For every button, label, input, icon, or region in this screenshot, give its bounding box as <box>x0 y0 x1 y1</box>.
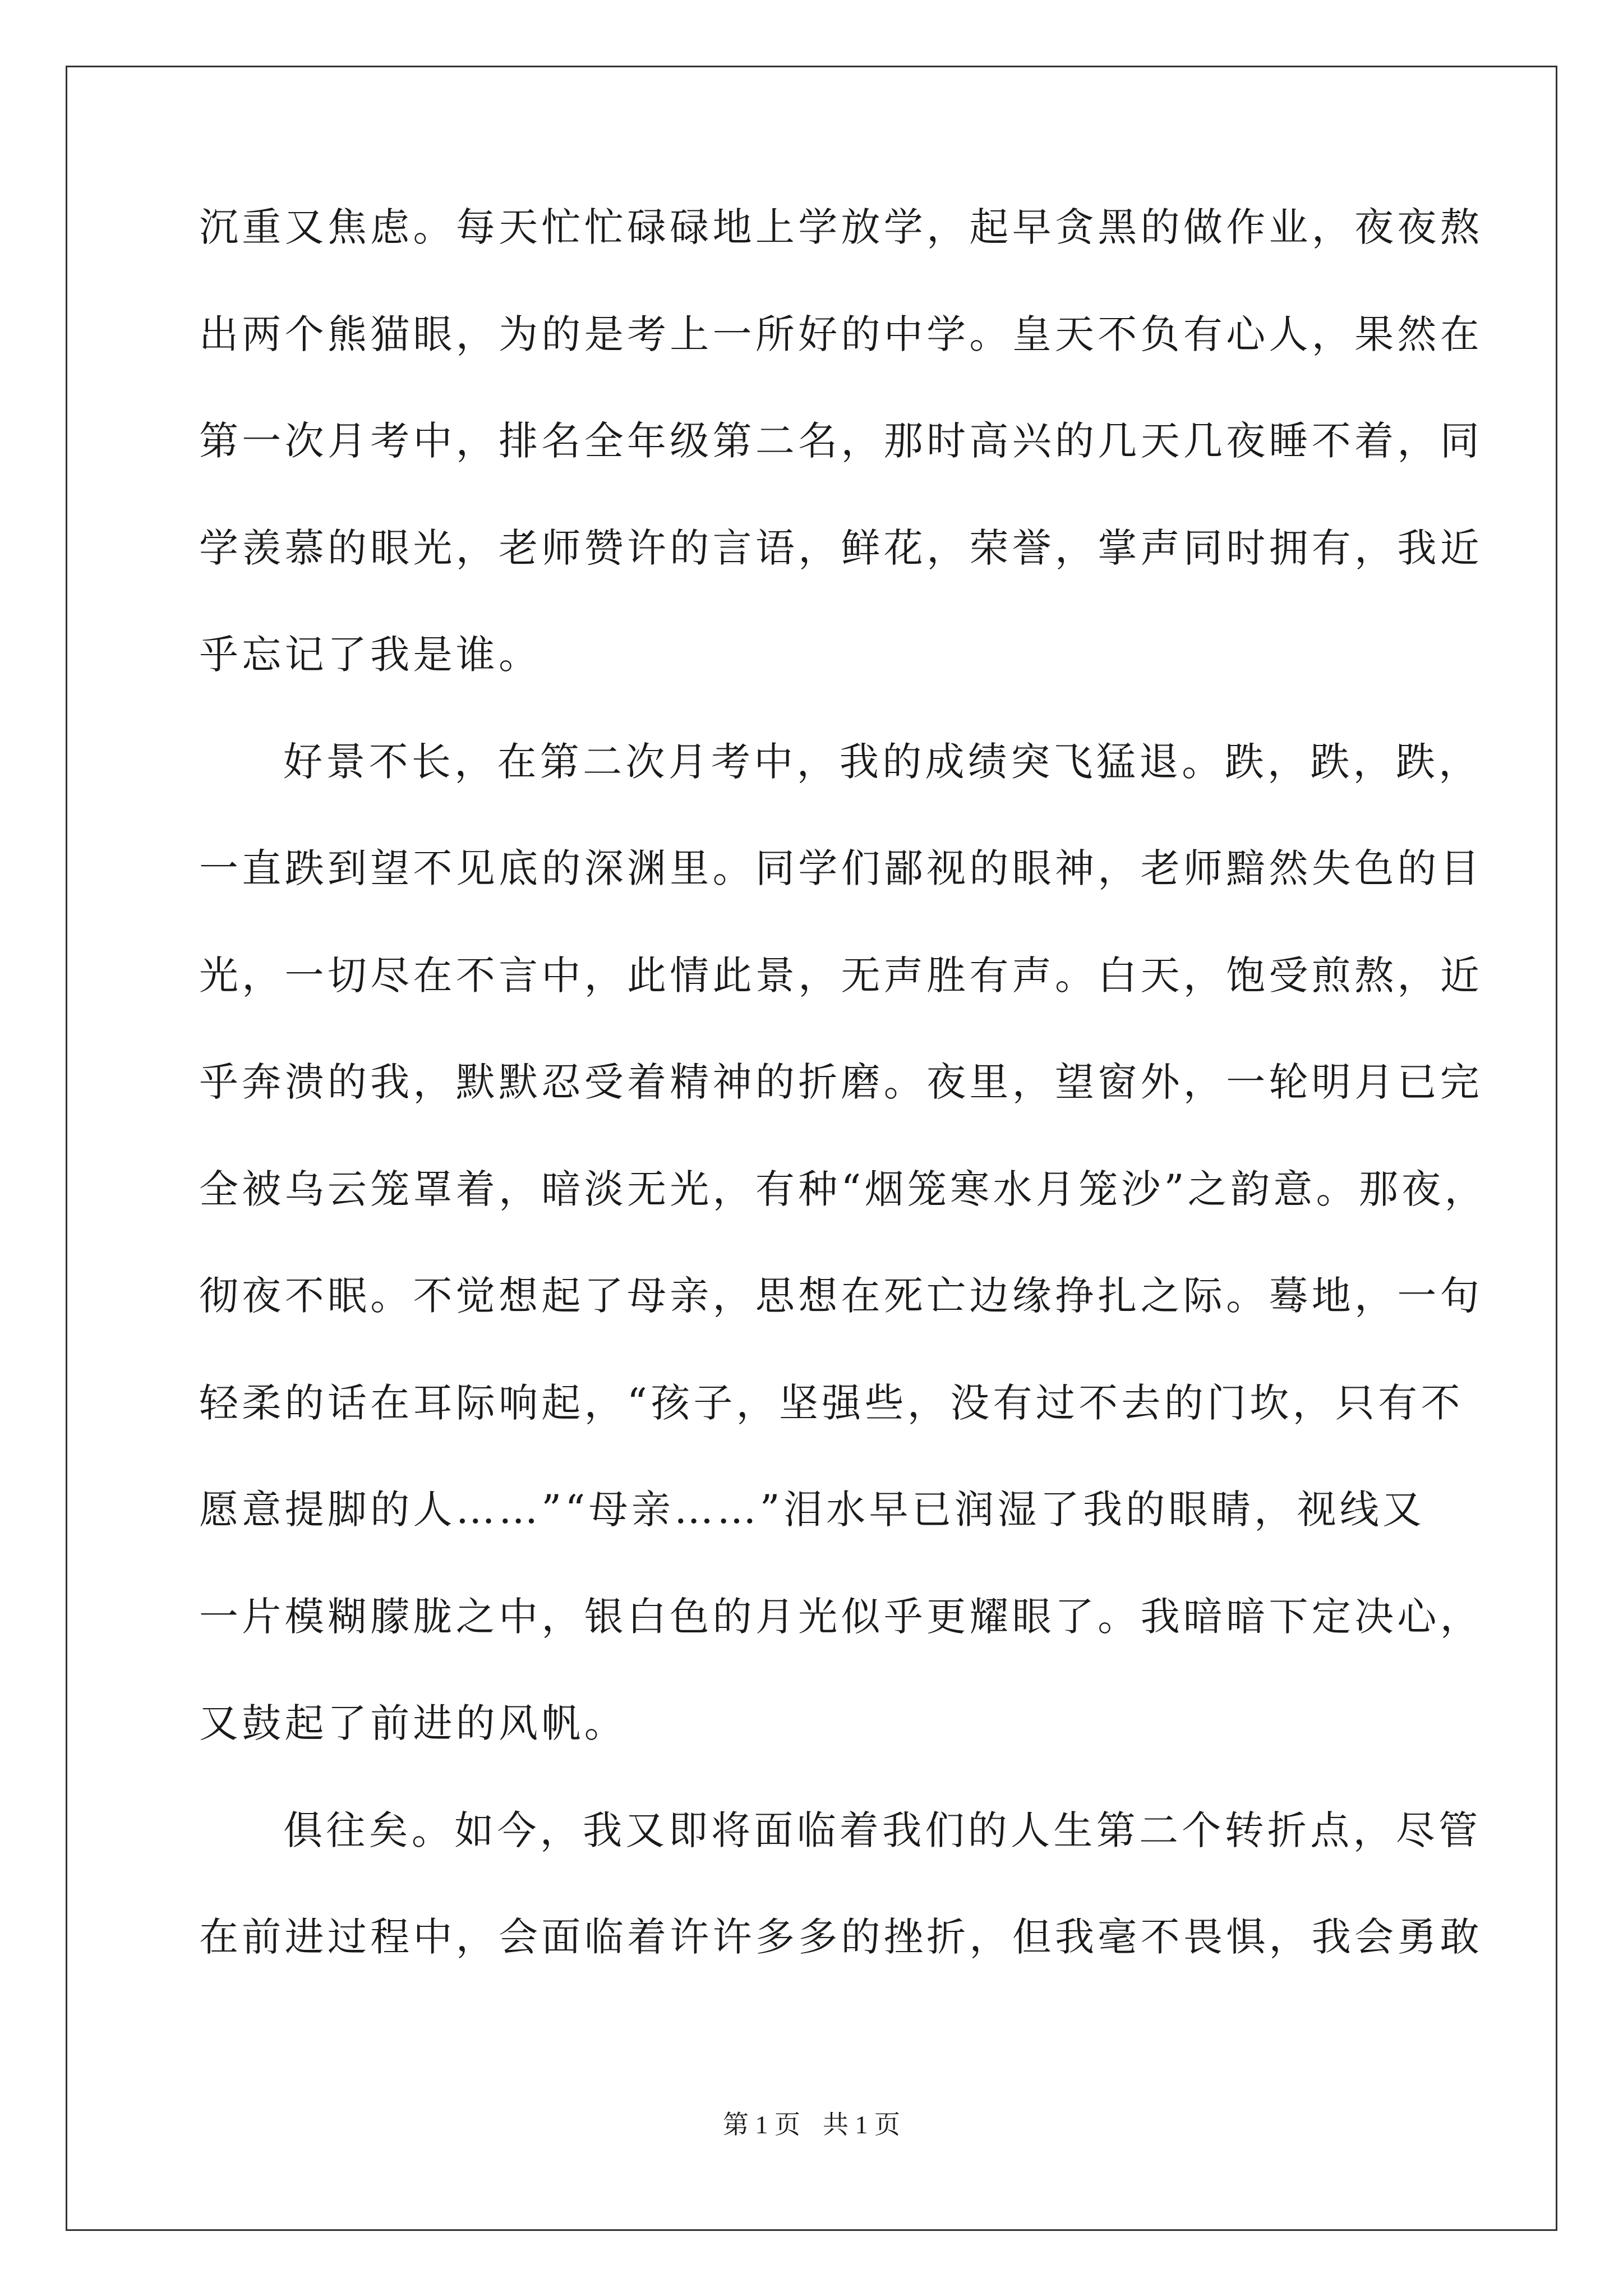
text-line: 彻夜不眠。不觉想起了母亲，思想在死亡边缘挣扎之际。蓦地，一句 <box>199 1273 1483 1319</box>
text-line: 沉重又焦虑。每天忙忙碌碌地上学放学，起早贪黑的做作业，夜夜熬 <box>199 204 1483 250</box>
page-footer <box>0 2112 1623 2138</box>
text-line: 光，一切尽在不言中，此情此景，无声胜有声。白天，饱受煎熬，近 <box>199 952 1483 999</box>
text-line: 又鼓起了前进的风帆。 <box>199 1700 627 1746</box>
page-number: 第 1 页 <box>723 2110 800 2139</box>
text-line: 轻柔的话在耳际响起，“孩子，坚强些，没有过不去的门坎，只有不 <box>199 1379 1464 1426</box>
text-line: 在前进过程中，会面临着许许多多的挫折，但我毫不畏惧，我会勇敢 <box>199 1914 1483 1960</box>
text-line: 第一次月考中，排名全年级第二名，那时高兴的几天几夜睡不着，同 <box>199 418 1483 464</box>
document-body <box>199 204 1487 2024</box>
paragraph-start-line: 俱往矣。如今，我又即将面临着我们的人生第二个转折点，尽管 <box>283 1807 1482 1853</box>
text-line: 乎奔溃的我，默默忍受着精神的折磨。夜里，望窗外，一轮明月已完 <box>199 1059 1483 1105</box>
text-line: 学羡慕的眼光，老师赞许的言语，鲜花，荣誉，掌声同时拥有，我近 <box>199 524 1483 571</box>
text-line: 愿意提脚的人……”“母亲……”泪水早已润湿了我的眼睛，视线又 <box>199 1487 1426 1533</box>
text-line: 一片模糊朦胧之中，银白色的月光似乎更耀眼了。我暗暗下定决心， <box>199 1593 1483 1640</box>
page-total: 共 1 页 <box>823 2110 900 2139</box>
text-line: 一直跌到望不见底的深渊里。同学们鄙视的眼神，老师黯然失色的目 <box>199 845 1483 891</box>
paragraph-start-line: 好景不长，在第二次月考中，我的成绩突飞猛退。跌，跌，跌， <box>283 738 1482 785</box>
text-line: 乎忘记了我是谁。 <box>199 632 542 678</box>
text-line: 全被乌云笼罩着，暗淡无光，有种“烟笼寒水月笼沙”之韵意。那夜， <box>199 1166 1487 1212</box>
text-line: 出两个熊猫眼，为的是考上一所好的中学。皇天不负有心人，果然在 <box>199 311 1483 357</box>
